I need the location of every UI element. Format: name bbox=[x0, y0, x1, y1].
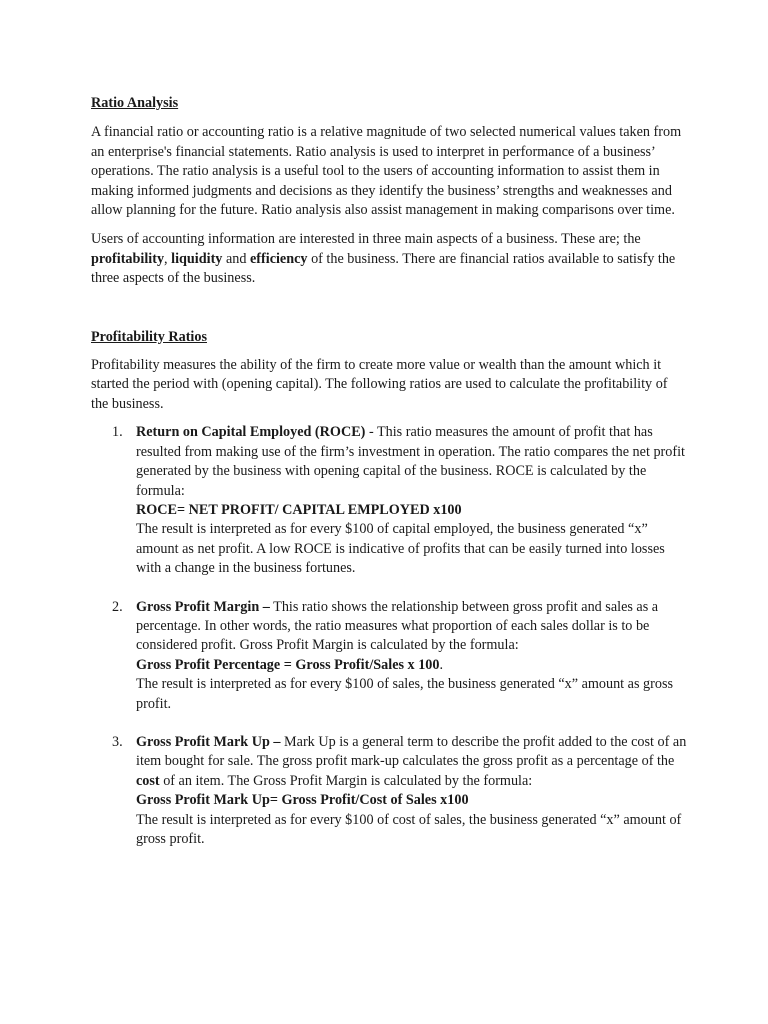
ratio-name: Gross Profit Mark Up – bbox=[136, 733, 281, 750]
term-cost: cost bbox=[136, 772, 160, 789]
term-profitability: profitability bbox=[91, 250, 165, 267]
ratio-description bbox=[136, 423, 688, 501]
ratio-list bbox=[91, 423, 688, 849]
formula-tail: . bbox=[439, 656, 444, 673]
ratio-item-roce bbox=[91, 423, 688, 578]
formula-text: Gross Profit Percentage = Gross Profit/Sales x 100 bbox=[136, 656, 440, 673]
ratio-interpretation: The result is interpreted as for every $100 of sales, the business generated “x” amount as gross profit. bbox=[136, 676, 673, 712]
aspects-separator-1: , bbox=[164, 250, 172, 267]
ratio-name: Return on Capital Employed (ROCE) bbox=[136, 424, 366, 441]
term-liquidity: liquidity bbox=[171, 250, 223, 267]
ratio-item-gross-profit-margin bbox=[91, 598, 688, 714]
ratio-description bbox=[136, 733, 688, 791]
list-number: 2. bbox=[112, 598, 123, 615]
aspects-tail-text: of the business. There are financial ratios available to satisfy the three aspects of the business. bbox=[91, 250, 676, 287]
ratio-formula bbox=[136, 791, 688, 810]
ratio-formula bbox=[136, 501, 688, 520]
ratio-desc-text-b: of an item. The Gross Profit Margin is calculated by the formula: bbox=[159, 772, 533, 789]
ratio-interpretation: The result is interpreted as for every $100 of cost of sales, the business generated “x” amount of gross profit. bbox=[136, 811, 682, 847]
ratio-name: Gross Profit Margin – bbox=[136, 598, 270, 615]
aspects-lead-text: Users of accounting information are interested in three main aspects of a business. These are; the bbox=[91, 231, 641, 248]
ratio-desc-text: This ratio shows the relationship between gross profit and sales as a percentage. In other words, the ratio measures what proportion of each sales dollar is to be considered profit. Gross Profit Margin is calculated by the formula: bbox=[136, 598, 659, 654]
ratio-interpretation: The result is interpreted as for every $100 of capital employed, the business generated “x” amount as net profit. A low ROCE is indicative of profits that can be easily turned into losses with a change in the business fortunes. bbox=[136, 521, 665, 577]
ratio-desc-text: - This ratio measures the amount of profit that has resulted from making use of the firm’s investment in operation. The ratio compares the net profit generated by the business with opening capital of the business. ROCE is calculated by the formula: bbox=[136, 424, 685, 499]
list-number: 1. bbox=[112, 424, 123, 441]
profitability-intro-paragraph: Profitability measures the ability of the firm to create more value or wealth than the amount which it started the period with (opening capital). The following ratios are used to calculate the profitability of the business. bbox=[91, 357, 668, 412]
list-number: 3. bbox=[112, 733, 123, 750]
term-efficiency: efficiency bbox=[250, 250, 308, 267]
formula-text: ROCE= NET PROFIT/ CAPITAL EMPLOYED x100 bbox=[136, 501, 462, 518]
aspects-separator-2: and bbox=[222, 250, 250, 267]
aspects-paragraph bbox=[91, 230, 688, 288]
formula-text: Gross Profit Mark Up= Gross Profit/Cost of Sales x100 bbox=[136, 792, 469, 809]
ratio-description bbox=[136, 598, 688, 656]
ratio-item-gross-profit-mark-up bbox=[91, 733, 688, 849]
document-title: Ratio Analysis bbox=[91, 95, 179, 111]
ratio-desc-text-a: Mark Up is a general term to describe the profit added to the cost of an item bought for sale. The gross profit mark-up calculates the gross profit as a percentage of the bbox=[136, 733, 687, 770]
ratio-formula bbox=[136, 656, 688, 675]
section-heading-profitability: Profitability Ratios bbox=[91, 328, 207, 345]
intro-paragraph: A financial ratio or accounting ratio is a relative magnitude of two selected numerical values taken from an enterprise's financial statements. Ratio analysis is used to interpret in performance of a business’ operations. The ratio analysis is a useful tool to the users of accounting information to assist them in making informed judgments and decisions as they identify the business’ strengths and weaknesses and allow planning for the future. Ratio analysis also assist management in making comparisons over time. bbox=[91, 124, 682, 219]
